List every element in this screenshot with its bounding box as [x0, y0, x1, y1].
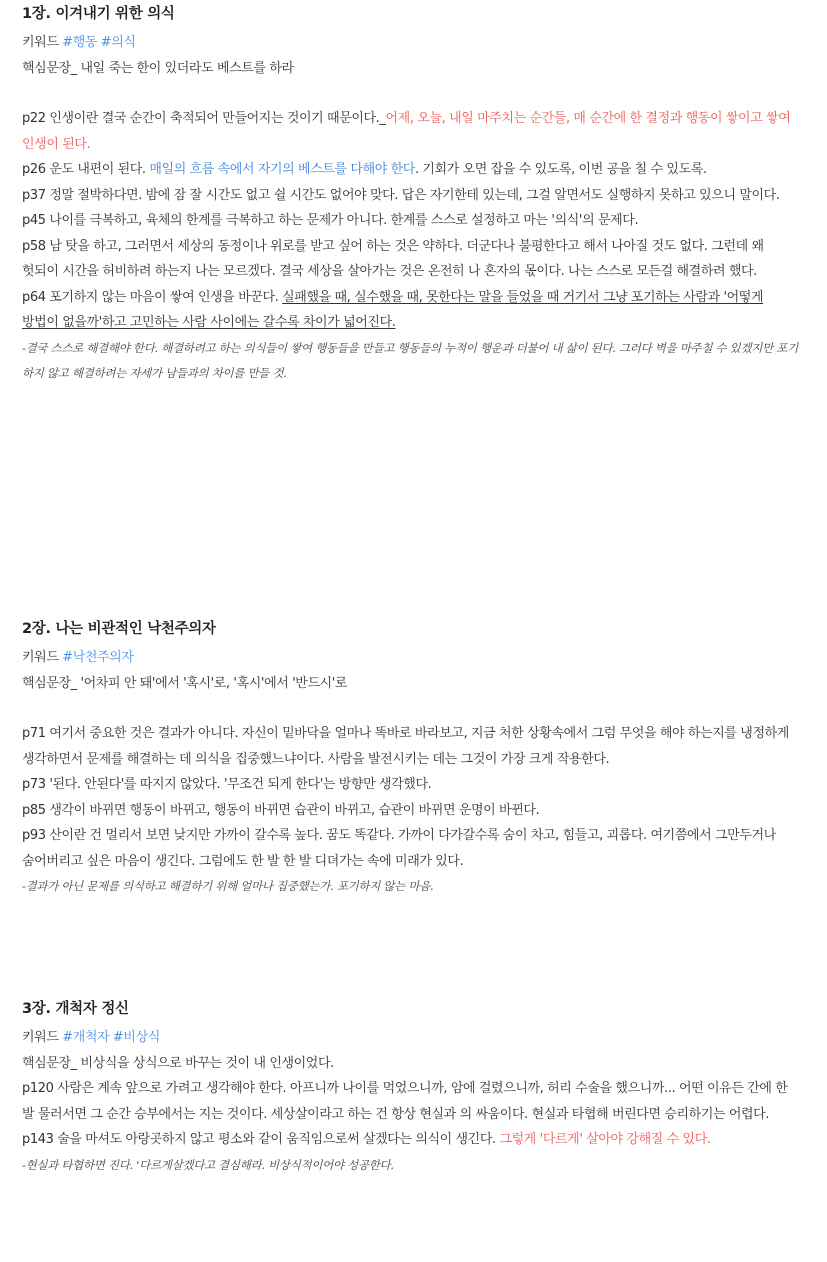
quote-text: p22 인생이란 결국 순간이 축적되어 만들어지는 것이기 때문이다._ — [22, 111, 386, 126]
hashtag-link[interactable]: #의식 — [100, 35, 136, 50]
keyword-label: 키워드 — [22, 650, 63, 665]
quote-text: p64 포기하지 않는 마음이 쌓여 인생을 바꾼다. — [22, 289, 283, 305]
core-sentence: 핵심문장_ '어차피 안 돼'에서 '혹시'로, '혹시'에서 '반드시'로 — [22, 675, 348, 691]
hashtag-link[interactable]: #낙천주의자 — [62, 650, 134, 665]
hashtag-link[interactable]: #개척자 — [62, 1030, 110, 1045]
hashtag-link[interactable]: #행동 — [62, 35, 98, 50]
quote-p26 — [22, 157, 802, 183]
chapter-1 — [22, 4, 802, 386]
quote-text: . 기회가 오면 잡을 수 있도록, 이번 공을 칠 수 있도록. — [414, 162, 707, 177]
keyword-line — [22, 30, 802, 56]
keyword-line — [22, 1025, 802, 1051]
keyword-label: 키워드 — [22, 35, 63, 50]
quote-p73: p73 '된다. 안된다'를 따지지 않았다. '무조건 되게 한다'는 방향만 생각했다. — [22, 777, 432, 792]
handwritten-note: -현실과 타협하면 진다. '다르게살겠다고 결심해라. 비상식적이어야 성공한다. — [22, 1157, 394, 1172]
quote-p58: p58 남 탓을 하고, 그러면서 세상의 동정이나 위로를 받고 싶어 하는 것은 약하다. 더군다나 불평한다고 해서 나아질 것도 없다. 그런데 왜 헛되이 시간을 허비하려 하는지 나는 모르겠다. 결국 세상을 살아가는 것은 온전히 나 혼자의 몫이다. 나는 스스로 모든걸 해결하려 했다. — [22, 238, 764, 279]
quote-p85: p85 생각이 바뀌면 행동이 바뀌고, 행동이 바뀌면 습관이 바뀌고, 습관이 바뀌면 운명이 바뀐다. — [22, 802, 540, 818]
highlight-red: 어제, 오늘, 내일 마주치는 순간들, 매 순간에 한 결정과 행동이 쌓이고 쌓여 인생이 된다. — [22, 111, 791, 152]
keyword-label: 키워드 — [22, 1030, 63, 1045]
handwritten-note: -결국 스스로 해결해야 한다. 해결하려고 하는 의식들이 쌓여 행동들을 만들고 행동들의 누적이 행운과 더불어 내 삶이 된다. 그러다 벽을 마주칠 수 있겠지만 포기하지 않고 해결하려는 자세가 남들과의 차이를 만들 것. — [22, 340, 798, 380]
quote-text: p143 술을 마셔도 아랑곳하지 않고 평소와 같이 움직임으로써 살겠다는 의식이 생긴다. — [22, 1132, 500, 1147]
highlight-red: 그렇게 '다르게' 살아야 강해질 수 있다. — [499, 1132, 711, 1147]
quote-p37: p37 정말 절박하다면. 밤에 잠 잘 시간도 없고 쉴 시간도 없어야 맞다. 답은 자기한테 있는데, 그걸 알면서도 실행하지 못하고 있으니 말이다. — [22, 187, 780, 203]
quote-p64 — [22, 285, 802, 336]
quote-p93: p93 산이란 건 멀리서 보면 낮지만 가까이 갈수록 높다. 꿈도 똑같다. 가까이 다가갈수록 숨이 차고, 힘들고, 괴롭다. 여기쯤에서 그만두거나 숨어버리고 싶은 마음이 생긴다. 그럼에도 한 발 한 발 디뎌가는 속에 미래가 있다. — [22, 828, 776, 869]
quote-p120: p120 사람은 계속 앞으로 가려고 생각해야 한다. 아프니까 나이를 먹었으니까, 암에 걸렸으니까, 허리 수술을 했으니까... 어떤 이유든 간에 한 발 물러서면 그 순간 승부에서는 지는 것이다. 세상살이라고 하는 건 항상 현실과 의 싸움이다. 현실과 타협해 버린다면 승리하기는 어렵다. — [22, 1081, 788, 1122]
highlight-underline: 실패했을 때, 실수했을 때, 못한다는 말을 들었을 때 거기서 그냥 포기하는 사람과 '어떻게 방법이 없을까'하고 고민하는 사람 사이에는 갈수록 차이가 넓어진다. — [22, 289, 764, 330]
core-sentence: 핵심문장_ 내일 죽는 한이 있더라도 베스트를 하라 — [22, 60, 294, 76]
chapter-3-title: 3장. 개척자 정신 — [22, 1001, 129, 1017]
quote-text: p26 운도 내편이 된다. — [22, 162, 150, 177]
chapter-3 — [22, 999, 802, 1178]
handwritten-note: -결과가 아닌 문제를 의식하고 해결하기 위해 얼마나 집중했는가. 포기하지 않는 마음. — [22, 879, 434, 893]
chapter-2 — [22, 619, 802, 899]
quote-p143 — [22, 1127, 802, 1153]
core-sentence: 핵심문장_ 비상식을 상식으로 바꾸는 것이 내 인생이었다. — [22, 1055, 334, 1071]
chapter-1-title: 1장. 이겨내기 위한 의식 — [22, 6, 175, 22]
highlight-blue: 매일의 흐름 속에서 자기의 베스트를 다해야 한다 — [149, 162, 415, 177]
quote-p22 — [22, 106, 802, 157]
chapter-2-title: 2장. 나는 비관적인 낙천주의자 — [22, 621, 216, 637]
quote-p71: p71 여기서 중요한 것은 결과가 아니다. 자신이 밑바닥을 얼마나 똑바로 바라보고, 지금 처한 상황속에서 그럼 무엇을 해야 하는지를 냉정하게 생각하면서 문제를 해결하는 데 의식을 집중했느냐이다. 사람을 발전시키는 데는 그것이 가장 크게 작용한다. — [22, 726, 789, 767]
quote-p45: p45 나이를 극복하고, 육체의 한계를 극복하고 하는 문제가 아니다. 한계를 스스로 설정하고 마는 '의식'의 문제다. — [22, 213, 639, 228]
hashtag-link[interactable]: #비상식 — [112, 1030, 160, 1045]
keyword-line — [22, 645, 802, 671]
